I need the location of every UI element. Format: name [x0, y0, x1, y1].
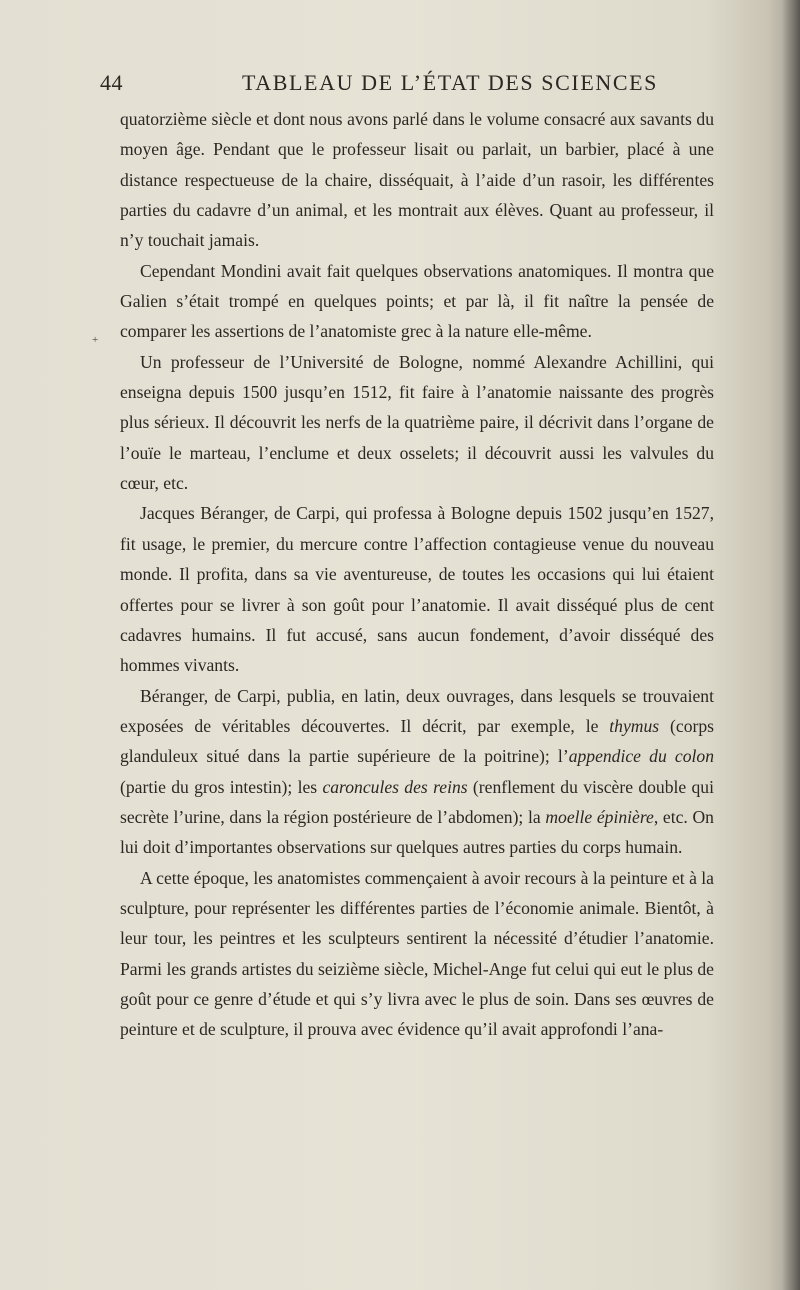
- text-run: , etc. On lui doit d’importantes observations sur quelques autres parties du corps humain.: [120, 806, 714, 858]
- running-title: TABLEAU DE L’ÉTAT DES SCIENCES: [241, 70, 659, 95]
- text-run: quatorzième siècle et dont nous avons parlé dans le volume consacré aux savants du moyen âge. Pendant que le professeur lisait ou parlait, un barbier, placé à une distance respectueuse de la chaire, disséquait, à l’aide d’un rasoir, les différentes parties du cadavre d’un animal, et les montrait aux élèves. Quant au professeur, il n’y touchait jamais.: [120, 109, 714, 251]
- margin-mark: +: [92, 334, 99, 346]
- text-run: (partie du gros intestin); les: [120, 776, 323, 797]
- paragraph: [120, 347, 714, 499]
- body-text: [120, 104, 714, 1045]
- italic-term: moelle épinière: [545, 806, 654, 827]
- italic-term: appendice du colon: [568, 746, 714, 767]
- text-run: Cependant Mondini avait fait quelques observations anatomiques. Il montra que Galien s’était trompé en quelques points; et par là, il fit naître la pensée de comparer les assertions de l’anatomiste grec à la nature elle-même.: [120, 260, 714, 342]
- paragraph: [120, 863, 714, 1045]
- text-run: Un professeur de l’Université de Bologne, nommé Alexandre Achillini, qui enseigna depuis 1500 jusqu’en 1512, fit faire à l’anatomie naissante des progrès plus sérieux. Il découvrit les nerfs de la quatrième paire, il décrivit dans l’organe de l’ouïe le marteau, l’enclume et deux osselets; il découvrit aussi les valvules du cœur, etc.: [120, 351, 714, 494]
- paragraph: [120, 498, 714, 680]
- paragraph: [120, 681, 714, 863]
- italic-term: caroncules des reins: [322, 776, 468, 797]
- paragraph: [120, 104, 714, 256]
- paragraph: [120, 256, 714, 347]
- text-run: A cette époque, les anatomistes commençaient à avoir recours à la peinture et à la sculpture, pour représenter les différentes parties de l’économie animale. Bientôt, à leur tour, les peintres et les sculpteurs sentirent la nécessité d’étudier l’anatomie. Parmi les grands artistes du seizième siècle, Michel-Ange fut celui qui eut le plus de goût pour ce genre d’étude et qui s’y livra avec le plus de soin. Dans ses œuvres de peinture et de sculpture, il prouva avec évidence qu’il avait approfondi l’ana-: [120, 867, 714, 1040]
- page-header: [100, 70, 740, 104]
- page-edge-shadow: [782, 0, 800, 1290]
- italic-term: thymus: [609, 715, 660, 736]
- text-run: (renflement du viscère double qui secrète l’urine, dans la région postérieure de l’abdomen); la: [120, 776, 714, 827]
- text-run: (corps glanduleux situé dans la partie supérieure de la poitrine); l’: [120, 715, 714, 767]
- page-number: 44: [100, 70, 123, 95]
- text-run: Béranger, de Carpi, publia, en latin, deux ouvrages, dans lesquels se trouvaient exposées de véritables découvertes. Il décrit, par exemple, le: [120, 685, 714, 736]
- text-run: Jacques Béranger, de Carpi, qui professa à Bologne depuis 1502 jusqu’en 1527, fit usage, le premier, du mercure contre l’affection contagieuse venue du nouveau monde. Il profita, dans sa vie aventureuse, de toutes les occasions qui lui étaient offertes pour se livrer à son goût pour l’anatomie. Il avait disséqué plus de cent cadavres humains. Il fut accusé, sans aucun fondement, d’avoir disséqué des hommes vivants.: [120, 503, 714, 676]
